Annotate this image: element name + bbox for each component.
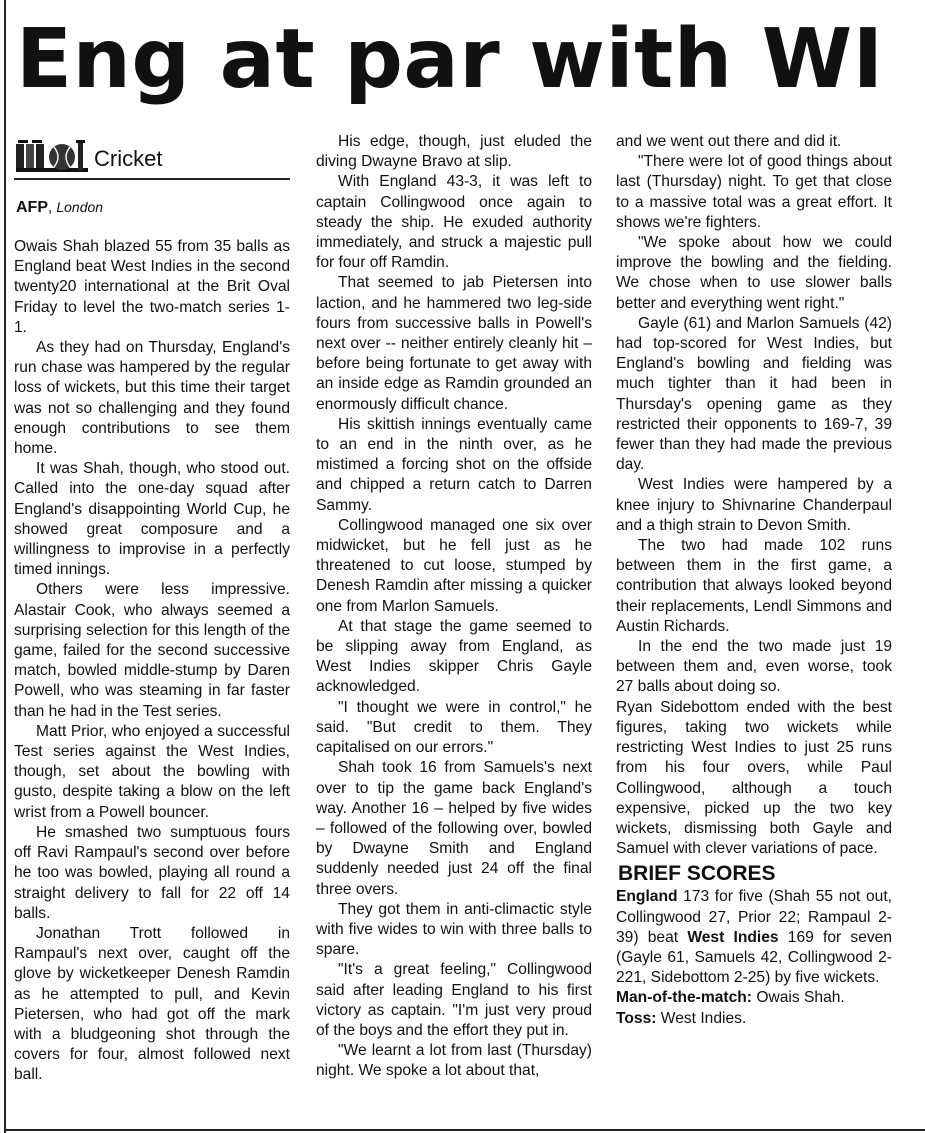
paragraph: "We learnt a lot from last (Thursday) night. We spoke a lot about that, <box>316 1042 592 1080</box>
brief-scores-result <box>616 887 892 988</box>
team-west-indies: West Indies <box>687 928 779 946</box>
paragraph: They got them in anti-climactic style with five wides to win with three balls to spare. <box>316 900 592 959</box>
paragraph: West Indies were hampered by a knee injury to Shivnarine Chanderpaul and a thigh strain to Devon Smith. <box>616 476 892 534</box>
paragraph: Jonathan Trott followed in Rampaul's next over, caught off the glove by wicketkeeper Denesh Ramdin as he attempted to pull, and Kevin Pietersen, who had got off the mark with a bludgeoning shot through the covers for four, almost followed next ball. <box>14 924 290 1084</box>
left-column-rule <box>4 0 6 1133</box>
england-score: 173 for five (Shah 55 not out, Collingwood 27, Prior 22; Rampaul 2-39) beat <box>616 888 892 946</box>
paragraph: He smashed two sumptuous fours off Ravi Rampaul's second over before he too was bowled, playing all round a straight delivery to fall for 22 off 14 balls. <box>14 823 290 922</box>
paragraph: It was Shah, though, who stood out. Called into the one-day squad after England's disappointing World Cup, he showed great composure and a willingness to improvise in a perfectly timed innings. <box>14 460 290 579</box>
paragraph: Collingwood managed one six over midwicket, but he fell just as he threatened to cut loose, stumped by Denesh Ramdin after missing a quicker one from Marlon Samuels. <box>316 516 592 615</box>
toss <box>616 1009 892 1029</box>
paragraph: Shah took 16 from Samuels's next over to tip the game back England's way. Another 16 – helped by five wides – followed of the following over, bowled by Dwayne Smith and England suddenly needed just 24 off the final three overs. <box>316 759 592 898</box>
headline: Eng at par with WI <box>16 12 884 107</box>
paragraph: Owais Shah blazed 55 from 35 balls as England beat West Indies in the second twenty20 international at the Brit Oval Friday to level the two-match series 1-1. <box>14 238 290 336</box>
paragraph: Matt Prior, who enjoyed a successful Test series against the West Indies, though, set about the bowling with gusto, despite taking a blow on the left wrist from a Powell bouncer. <box>14 722 290 821</box>
paragraph: With England 43-3, it was left to captain Collingwood once again to steady the ship. He exuded authority immediately, and struck a majestic pull for four off Ramdin. <box>316 173 592 272</box>
paragraph: That seemed to jab Pietersen into laction, and he hammered two leg-side fours from successive balls in Powell's next over -- neither entirely cleanly hit – before being fortunate to get away with an inside edge as Ramdin grounded an enormously difficult chance. <box>316 274 592 413</box>
motm-label: Man-of-the-match: <box>616 989 752 1007</box>
paragraph: In the end the two made just 19 between them and, even worse, took 27 balls about doing so. <box>616 638 892 696</box>
man-of-the-match <box>616 988 892 1008</box>
byline <box>16 198 290 217</box>
paragraph: Ryan Sidebottom ended with the best figures, taking two wickets while restricting West Indies to just 25 runs from his four overs, while Paul Collingwood, although a touch expensive, picked up the two key wickets, dismissing both Gayle and Samuel with clever variations of pace. <box>616 698 892 858</box>
section-rule <box>14 178 290 180</box>
article-column-3 <box>616 132 892 1029</box>
paragraph: As they had on Thursday, England's run chase was hampered by the regular loss of wickets, but this time their target was not so challenging and they found enough contributions to see them home. <box>14 339 290 458</box>
team-england: England <box>616 888 678 906</box>
article-column-2 <box>316 132 592 1082</box>
paragraph: At that stage the game seemed to be slipping away from England, as West Indies skipper Chris Gayle acknowledged. <box>316 617 592 696</box>
section-slug <box>14 134 290 174</box>
paragraph: His edge, though, just eluded the diving Dwayne Bravo at slip. <box>316 133 592 171</box>
byline-separator: , <box>48 199 53 216</box>
paragraph: "It's a great feeling," Collingwood said after leading England to his first victory as captain. "I'm just very proud of the boys and the effort they put in. <box>316 961 592 1039</box>
toss-value: West Indies. <box>656 1009 747 1027</box>
paragraph: "There were lot of good things about last (Thursday) night. To get that close to a massive total was a great effort. It shows we're fighters. <box>616 153 892 231</box>
byline-agency: AFP <box>16 199 48 216</box>
byline-city: London <box>56 199 104 215</box>
paragraph: Others were less impressive. Alastair Cook, who always seemed a surprising selection for this length of the game, failed for the second successive match, bowled middle-stump by Daren Powell, who was steaming in far faster than he had in the Test series. <box>14 581 290 720</box>
paragraph: Gayle (61) and Marlon Samuels (42) had top-scored for West Indies, but England's bowling and fielding was much tighter than it had been in Thursday's opening game as they restricted their opponents to 169-7, 39 fewer than they had made the previous day. <box>616 314 892 474</box>
motm-value: Owais Shah. <box>752 989 845 1007</box>
paragraph: His skittish innings eventually came to an end in the ninth over, as he mistimed a forcing shot on the offside and chipped a return catch to Darren Sammy. <box>316 415 592 514</box>
section-label: Cricket <box>94 146 163 171</box>
paragraph: "I thought we were in control," he said. "But credit to them. They capitalised on our errors." <box>316 698 592 757</box>
article-column-1 <box>14 132 290 1086</box>
paragraph: and we went out there and did it. <box>616 133 842 150</box>
bottom-rule <box>4 1129 925 1131</box>
paragraph: "We spoke about how we could improve the bowling and the fielding. We chose when to use slower balls better and everything went right." <box>616 234 892 312</box>
west-indies-score: 169 for seven (Gayle 61, Samuels 42, Collingwood 2-221, Sidebottom 2-25) by five wickets. <box>616 928 893 987</box>
paragraph: The two had made 102 runs between them in the first game, a contribution that always looked beyond their replacements, Lendl Simmons and Austin Richards. <box>616 537 892 635</box>
toss-label: Toss: <box>616 1009 657 1027</box>
brief-scores-heading: BRIEF SCORES <box>618 862 776 886</box>
cricket-stumps-ball-icon <box>14 138 90 174</box>
